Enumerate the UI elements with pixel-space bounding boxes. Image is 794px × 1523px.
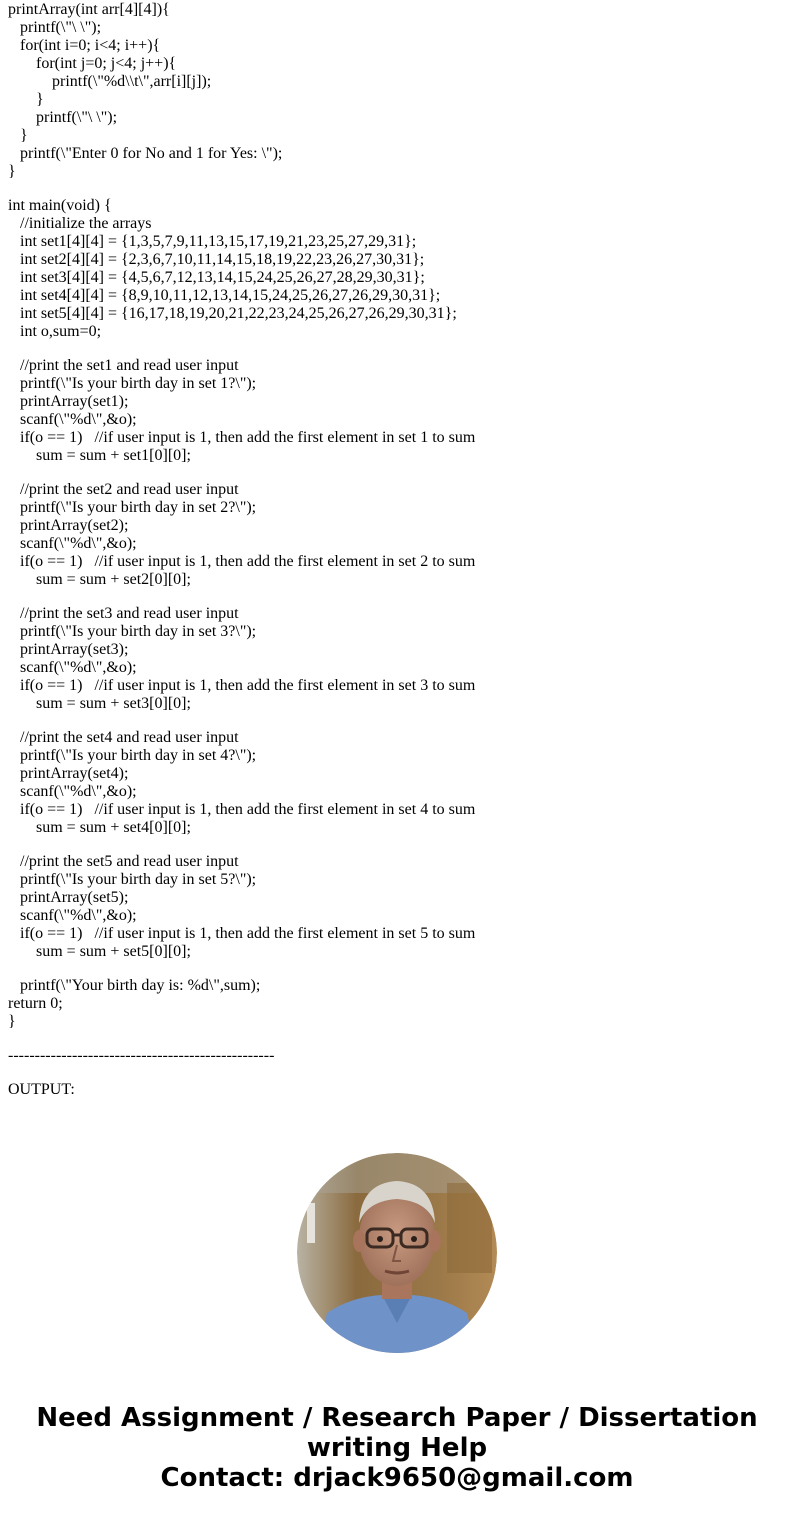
code-line: printf(\"Your birth day is: %d\",sum); <box>20 977 261 994</box>
code-line: } <box>8 1013 16 1030</box>
code-line: scanf(\"%d\",&o); <box>20 659 137 676</box>
code-line: printf(\"\ \"); <box>20 19 102 36</box>
code-line: printArray(set5); <box>20 889 129 906</box>
code-line: printf(\"Is your birth day in set 1?\"); <box>20 375 257 392</box>
code-line: //initialize the arrays <box>20 215 152 232</box>
code-line: scanf(\"%d\",&o); <box>20 535 137 552</box>
code-line: int set1[4][4] = {1,3,5,7,9,11,13,15,17,19,21,23,25,27,29,31}; <box>20 233 417 250</box>
code-line: if(o == 1) //if user input is 1, then add the first element in set 2 to sum <box>20 553 476 570</box>
code-line: printf(\"%d\\t\",arr[i][j]); <box>52 73 212 90</box>
code-line: printf(\"Enter 0 for No and 1 for Yes: \"); <box>20 145 283 162</box>
code-line: scanf(\"%d\",&o); <box>20 411 137 428</box>
code-line: //print the set5 and read user input <box>20 853 239 870</box>
code-line: if(o == 1) //if user input is 1, then add the first element in set 3 to sum <box>20 677 476 694</box>
separator-line: -------------------------------------------------- <box>8 1047 275 1064</box>
code-line: //print the set2 and read user input <box>20 481 239 498</box>
code-line: if(o == 1) //if user input is 1, then add the first element in set 5 to sum <box>20 925 476 942</box>
code-line: printf(\"Is your birth day in set 2?\"); <box>20 499 257 516</box>
code-line: } <box>8 163 16 180</box>
code-line: } <box>20 127 28 144</box>
author-photo <box>297 1153 497 1353</box>
code-line: scanf(\"%d\",&o); <box>20 907 137 924</box>
code-line: for(int j=0; j<4; j++){ <box>36 55 177 72</box>
code-line: printf(\"Is your birth day in set 3?\"); <box>20 623 257 640</box>
output-label: OUTPUT: <box>8 1081 75 1098</box>
code-line: int set5[4][4] = {16,17,18,19,20,21,22,23,24,25,26,27,26,29,30,31}; <box>20 305 457 322</box>
code-line: } <box>36 91 44 108</box>
code-line: printf(\"Is your birth day in set 4?\"); <box>20 747 257 764</box>
promo-contact: Contact: drjack9650@gmail.com <box>160 1463 634 1493</box>
code-line: printArray(set4); <box>20 765 129 782</box>
code-line: //print the set4 and read user input <box>20 729 239 746</box>
code-line: printArray(set3); <box>20 641 129 658</box>
author-avatar <box>297 1153 497 1353</box>
code-listing <box>8 1 788 1099</box>
promo-line: writing Help <box>306 1433 488 1463</box>
code-line: printArray(set1); <box>20 393 129 410</box>
code-line: if(o == 1) //if user input is 1, then add the first element in set 1 to sum <box>20 429 476 446</box>
code-line: scanf(\"%d\",&o); <box>20 783 137 800</box>
code-line: int main(void) { <box>8 197 112 214</box>
code-line: sum = sum + set5[0][0]; <box>36 943 191 960</box>
code-line: sum = sum + set3[0][0]; <box>36 695 191 712</box>
code-line: sum = sum + set2[0][0]; <box>36 571 191 588</box>
code-line: if(o == 1) //if user input is 1, then add the first element in set 4 to sum <box>20 801 476 818</box>
code-line: //print the set1 and read user input <box>20 357 239 374</box>
promo-line: Need Assignment / Research Paper / Dissertation <box>36 1403 758 1433</box>
code-line: printArray(int arr[4][4]){ <box>8 1 170 18</box>
code-line: sum = sum + set1[0][0]; <box>36 447 191 464</box>
code-line: printf(\"\ \"); <box>36 109 118 126</box>
code-line: int o,sum=0; <box>20 323 102 340</box>
code-line: int set2[4][4] = {2,3,6,7,10,11,14,15,18,19,22,23,26,27,30,31}; <box>20 251 425 268</box>
code-line: sum = sum + set4[0][0]; <box>36 819 191 836</box>
code-line: return 0; <box>8 995 63 1012</box>
promo-banner <box>0 1403 794 1493</box>
code-line: printf(\"Is your birth day in set 5?\"); <box>20 871 257 888</box>
code-line: int set3[4][4] = {4,5,6,7,12,13,14,15,24,25,26,27,28,29,30,31}; <box>20 269 425 286</box>
code-line: int set4[4][4] = {8,9,10,11,12,13,14,15,24,25,26,27,26,29,30,31}; <box>20 287 441 304</box>
code-line: printArray(set2); <box>20 517 129 534</box>
code-line: for(int i=0; i<4; i++){ <box>20 37 161 54</box>
code-line: //print the set3 and read user input <box>20 605 239 622</box>
